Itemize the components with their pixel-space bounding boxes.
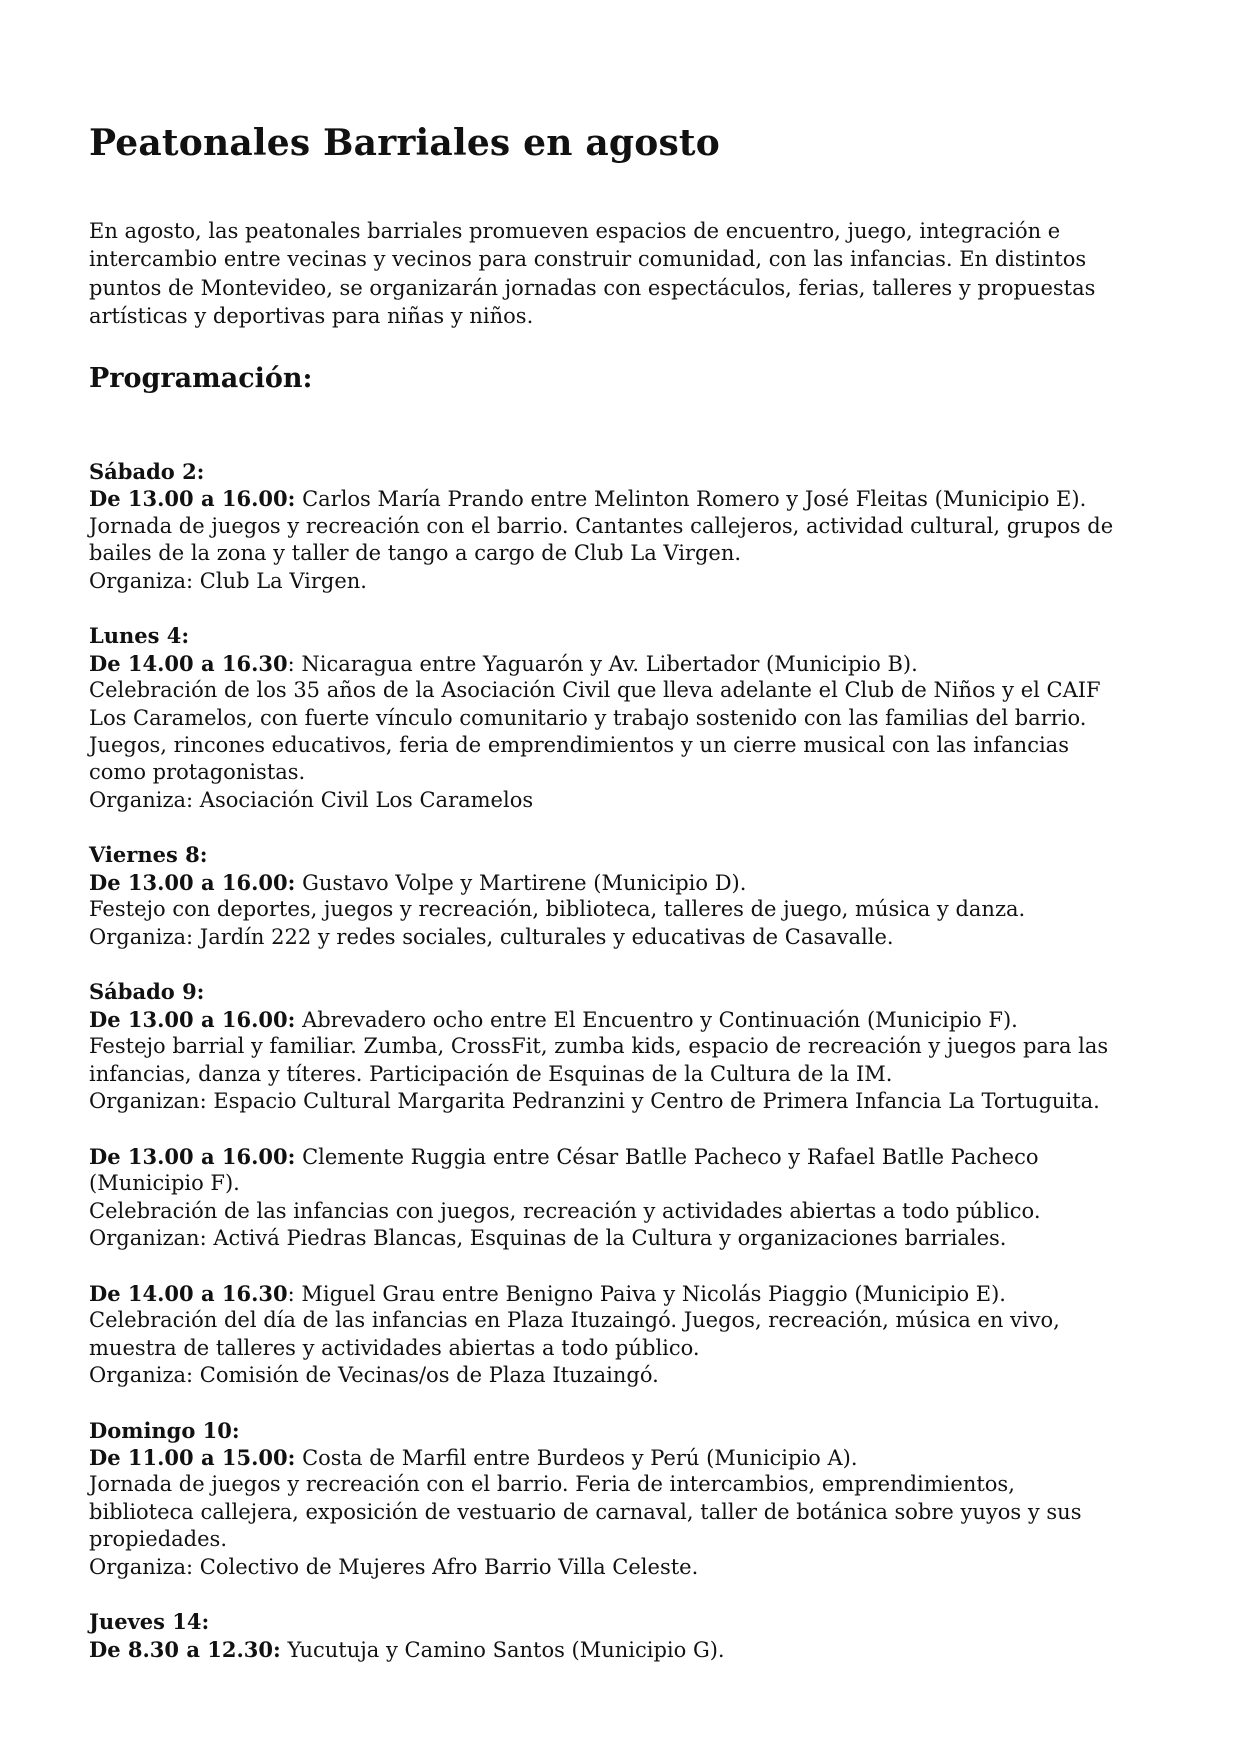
event-description-line: Organiza: Colectivo de Mujeres Afro Barrio Villa Celeste.: [89, 1554, 699, 1579]
event-spacer: [89, 1581, 1169, 1608]
event-spacer: [89, 951, 1169, 978]
event-time-location: [89, 869, 1169, 896]
event-time: De 14.00 a 16.30: [89, 1280, 288, 1306]
event-description-line: muestra de talleres y actividades abiertas a todo público.: [89, 1335, 700, 1360]
event-spacer: [89, 595, 1169, 622]
event-time-location: [89, 1444, 1169, 1471]
event-description-line: Organiza: Comisión de Vecinas/os de Plaza Ituzaingó.: [89, 1362, 659, 1387]
event-time: De 13.00 a 16.00:: [89, 1143, 296, 1169]
intro-line: artísticas y deportivas para niñas y niños.: [89, 303, 534, 328]
event-location: Costa de Marfil entre Burdeos y Perú (Municipio A).: [295, 1446, 858, 1471]
event-location: Clemente Ruggia entre César Batlle Pacheco y Rafael Batlle Pacheco: [295, 1144, 1039, 1169]
event-day: Lunes 4:: [89, 623, 190, 649]
event-spacer: [89, 1389, 1169, 1416]
event-time-location: [89, 1006, 1169, 1033]
event-time-location: [89, 485, 1169, 512]
event-time: De 13.00 a 16.00:: [89, 869, 296, 895]
event-time: De 14.00 a 16.30: [89, 650, 288, 676]
event-time-location: [89, 650, 1169, 677]
event-description-line: (Municipio F).: [89, 1171, 240, 1196]
event-description-line: infancias, danza y títeres. Participación de Esquinas de la Cultura de la IM.: [89, 1061, 893, 1086]
event-description-line: Celebración de las infancias con juegos, recreación y actividades abiertas a todo público.: [89, 1198, 1041, 1223]
event-description-line: Festejo barrial y familiar. Zumba, CrossFit, zumba kids, espacio de recreación y juegos para las: [89, 1034, 1109, 1059]
event-block: [89, 1280, 1169, 1417]
intro-line: puntos de Montevideo, se organizarán jornadas con espectáculos, ferias, talleres y propuestas: [89, 275, 1096, 300]
event-description-line: Organizan: Espacio Cultural Margarita Pedranzini y Centro de Primera Infancia La Tortuguita.: [89, 1088, 1100, 1113]
event-block: [89, 978, 1169, 1142]
event-time-location: [89, 1636, 1169, 1663]
event-time-location: [89, 1280, 1169, 1307]
event-location: Carlos María Prando entre Melinton Romero y José Fleitas (Municipio E).: [295, 487, 1087, 512]
event-location: Yucutuja y Camino Santos (Municipio G).: [280, 1637, 725, 1662]
event-day: Domingo 10:: [89, 1417, 240, 1443]
intro-line: En agosto, las peatonales barriales promueven espacios de encuentro, juego, integración e: [89, 219, 1061, 243]
event-spacer: [89, 1115, 1169, 1142]
section-heading-programacion: Programación:: [89, 363, 313, 394]
event-description-line: Organizan: Activá Piedras Blancas, Esquinas de la Cultura y organizaciones barriales.: [89, 1225, 1007, 1250]
event-description-line: Celebración de los 35 años de la Asociación Civil que lleva adelante el Club de Niños y el CAIF: [89, 678, 1101, 703]
event-description-line: propiedades.: [89, 1527, 227, 1552]
event-time: De 13.00 a 16.00:: [89, 486, 296, 512]
page-title: Peatonales Barriales en agosto: [89, 122, 720, 164]
event-day: Jueves 14:: [89, 1609, 210, 1635]
event-block: [89, 622, 1169, 841]
event-description-line: Jornada de juegos y recreación con el barrio. Feria de intercambios, emprendimientos,: [89, 1472, 1015, 1497]
event-description-line: como protagonistas.: [89, 760, 306, 785]
event-day: Sábado 2:: [89, 459, 205, 484]
event-block: [89, 1608, 1169, 1663]
event-block: [89, 1143, 1169, 1280]
event-description-line: Los Caramelos, con fuerte vínculo comunitario y trabajo sostenido con las familias del barrio.: [89, 705, 1087, 730]
event-day: Viernes 8:: [89, 842, 208, 868]
event-description-line: Organiza: Club La Virgen.: [89, 568, 367, 593]
event-time: De 13.00 a 16.00:: [89, 1006, 296, 1032]
event-block: [89, 841, 1169, 978]
event-spacer: [89, 1252, 1169, 1279]
event-time: De 11.00 a 15.00:: [89, 1445, 296, 1471]
event-description-line: Organiza: Jardín 222 y redes sociales, culturales y educativas de Casavalle.: [89, 924, 894, 949]
event-day: Sábado 9:: [89, 979, 205, 1005]
event-location: Gustavo Volpe y Martirene (Municipio D).: [295, 870, 747, 895]
event-spacer: [89, 814, 1169, 841]
event-time-location: [89, 1143, 1169, 1170]
event-time: De 8.30 a 12.30:: [89, 1636, 281, 1662]
event-description-line: Juegos, rincones educativos, feria de emprendimientos y un cierre musical con las infancias: [89, 732, 1069, 757]
event-description-line: Festejo con deportes, juegos y recreación, biblioteca, talleres de juego, música y danza.: [89, 897, 1026, 922]
event-description-line: biblioteca callejera, exposición de vestuario de carnaval, taller de botánica sobre yuyos y sus: [89, 1499, 1082, 1524]
event-block: [89, 1417, 1169, 1609]
event-location: : Miguel Grau entre Benigno Paiva y Nicolás Piaggio (Municipio E).: [287, 1281, 1006, 1306]
event-description-line: Organiza: Asociación Civil Los Caramelos: [89, 787, 534, 812]
event-location: Abrevadero ocho entre El Encuentro y Continuación (Municipio F).: [295, 1007, 1018, 1032]
event-description-line: Celebración del día de las infancias en Plaza Ituzaingó. Juegos, recreación, música en vivo,: [89, 1308, 1060, 1333]
event-description-line: Jornada de juegos y recreación con el barrio. Cantantes callejeros, actividad cultural, grupos de: [89, 513, 1114, 538]
event-block: [89, 458, 1169, 622]
intro-line: intercambio entre vecinas y vecinos para construir comunidad, con las infancias. En distintos: [89, 247, 1087, 272]
event-description-line: bailes de la zona y taller de tango a cargo de Club La Virgen.: [89, 541, 742, 566]
program-list: [89, 458, 1169, 1663]
event-location: : Nicaragua entre Yaguarón y Av. Libertador (Municipio B).: [287, 651, 918, 676]
intro-paragraph: [89, 217, 1169, 330]
